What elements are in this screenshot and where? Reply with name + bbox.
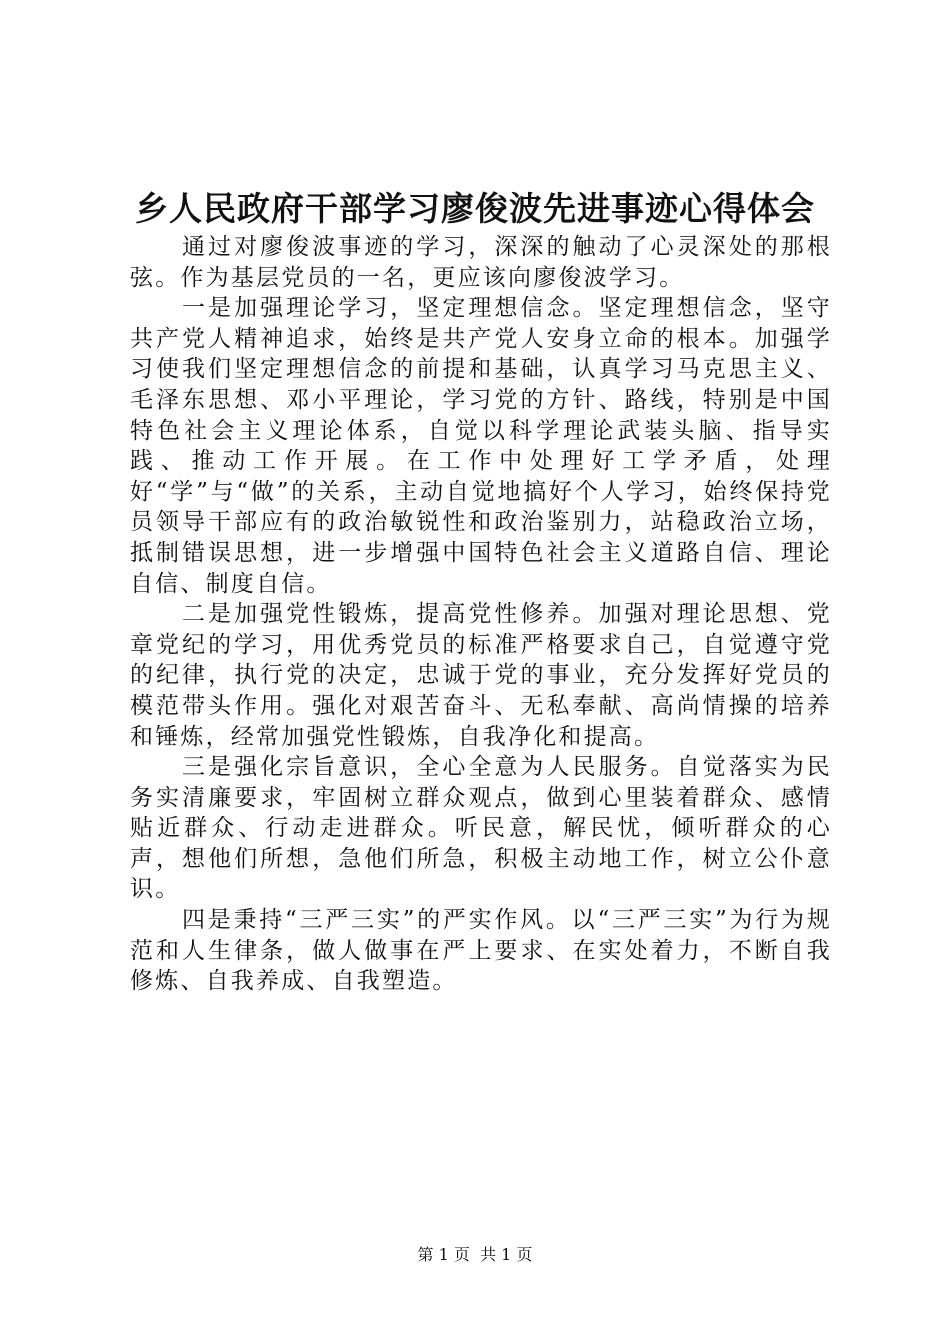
paragraph-point-1: 一是加强理论学习，坚定理想信念。坚定理想信念，坚守共产党人精神追求，始终是共产党人安身立命的根本。加强学习使我们坚定理想信念的前提和基础，认真学习马克思主义、毛泽东思想、邓小平理论，学习党的方针、路线，特别是中国特色社会主义理论体系，自觉以科学理论武装头脑、指导实践、推动工作开展。在工作中处理好工学矛盾，处理好“学”与“做”的关系，主动自觉地搞好个人学习，始终保持党员领导干部应有的政治敏锐性和政治鉴别力，站稳政治立场，抵制错误思想，进一步增强中国特色社会主义道路自信、理论自信、制度自信。 [130,295,832,597]
paragraph-point-4: 四是秉持“三严三实”的严实作风。以“三严三实”为行为规范和人生律条，做人做事在严上要求、在实处着力，不断自我修炼、自我养成、自我塑造。 [130,907,832,995]
page-footer [0,1243,950,1267]
page-number: 第 1 页 [417,1245,470,1264]
footer-separator [470,1245,480,1264]
paragraph-intro: 通过对廖俊波事迹的学习，深深的触动了心灵深处的那根弦。作为基层党员的一名，更应该向廖俊波学习。 [130,234,832,291]
paragraph-point-2: 二是加强党性锻炼，提高党性修养。加强对理论思想、党章党纪的学习，用优秀党员的标准严格要求自己，自觉遵守党的纪律，执行党的决定，忠诚于党的事业，充分发挥好党员的模范带头作用。强化对艰苦奋斗、无私奉献、高尚情操的培养和锤炼，经常加强党性锻炼，自我净化和提高。 [130,601,832,750]
paragraph-point-3: 三是强化宗旨意识，全心全意为人民服务。自觉落实为民务实清廉要求，牢固树立群众观点，做到心里装着群众、感情贴近群众、行动走进群众。听民意，解民忧，倾听群众的心声，想他们所想，急他们所急，积极主动地工作，树立公仆意识。 [130,754,832,903]
page-total: 共 1 页 [480,1245,533,1264]
document-title: 乡人民政府干部学习廖俊波先进事迹心得体会 [135,189,815,228]
document-body [130,232,832,997]
